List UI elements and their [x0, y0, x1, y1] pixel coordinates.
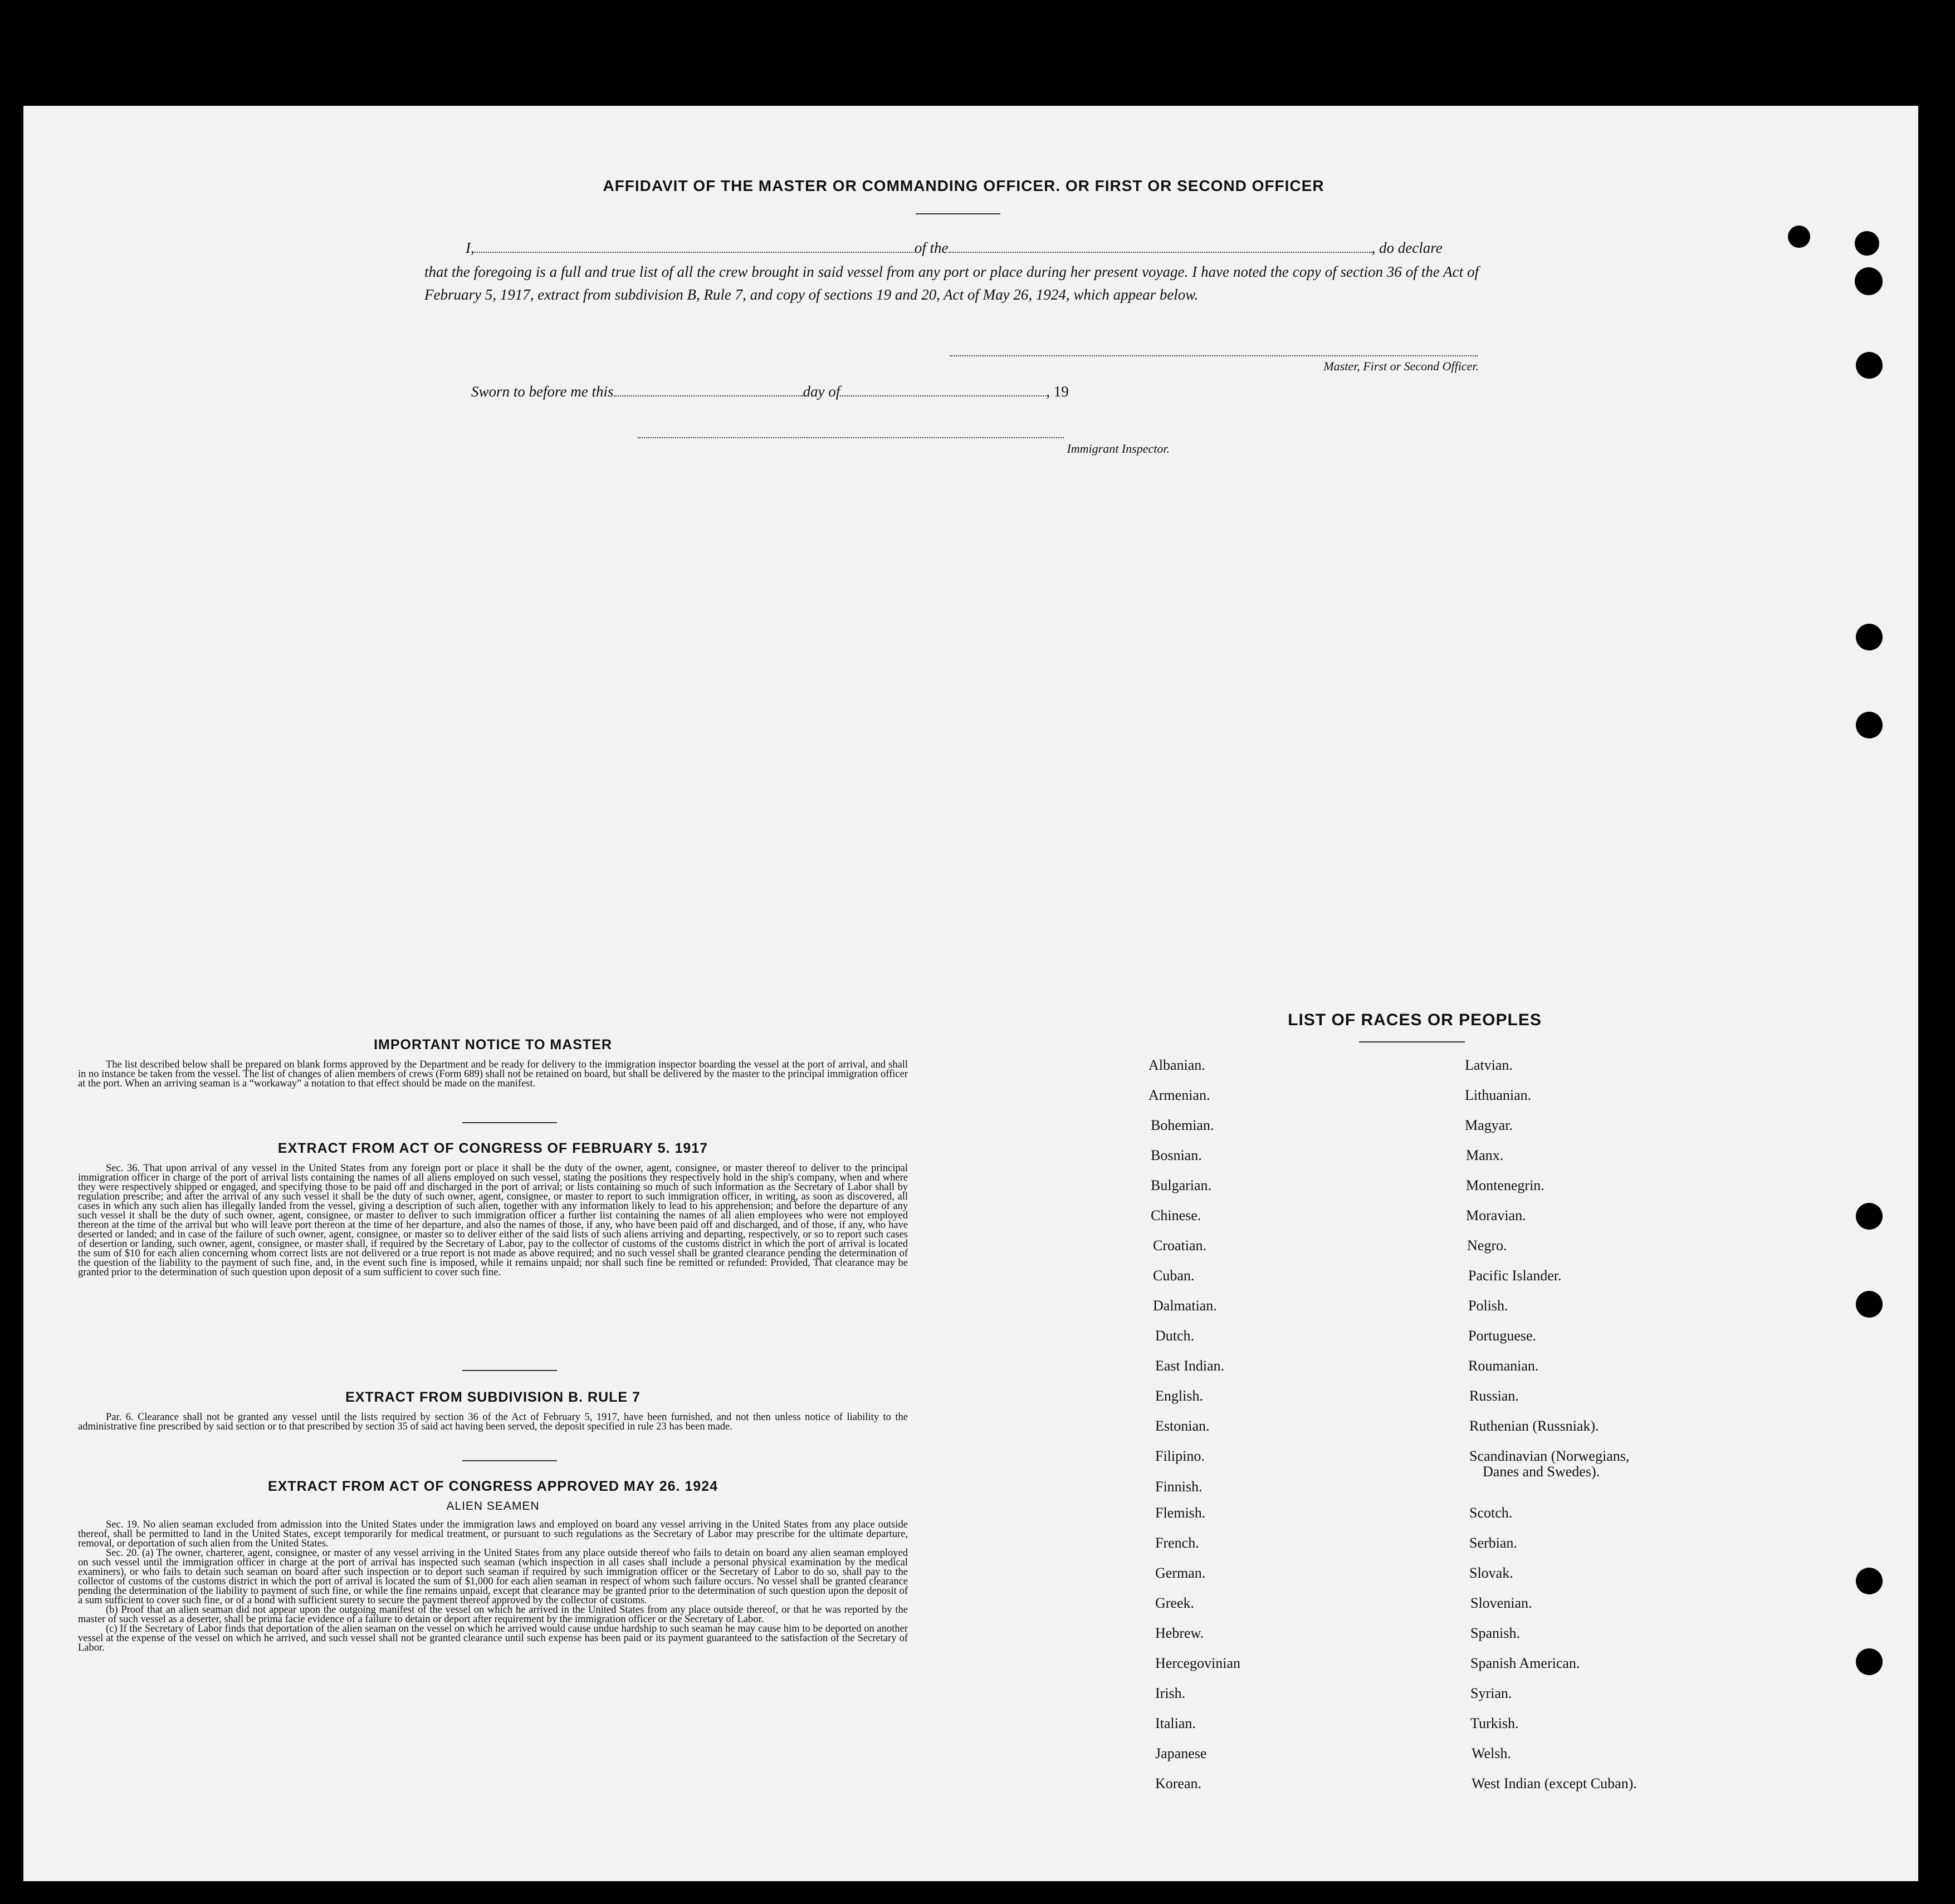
race-item: Finnish.: [1155, 1479, 1203, 1495]
race-item: Cuban.: [1153, 1267, 1195, 1284]
divider: [1359, 1041, 1465, 1042]
year-prefix: , 19: [1046, 383, 1069, 400]
race-item: Scotch.: [1469, 1505, 1513, 1521]
extract-1917-title: EXTRACT FROM ACT OF CONGRESS OF FEBRUARY 5. 1917: [277, 1141, 708, 1156]
divider: [462, 1370, 557, 1371]
race-item: Syrian.: [1470, 1685, 1512, 1701]
master-signature-line[interactable]: [950, 355, 1478, 356]
race-item: Japanese: [1155, 1745, 1207, 1761]
race-item: Estonian.: [1155, 1418, 1210, 1434]
race-item: Serbian.: [1469, 1535, 1517, 1551]
sworn-day-field[interactable]: [614, 395, 803, 397]
sworn-line: [471, 383, 1069, 400]
race-item: Korean.: [1155, 1775, 1202, 1792]
race-item: Greek.: [1155, 1595, 1195, 1611]
race-item: Danes and Swedes).: [1483, 1464, 1600, 1480]
punch-hole: [1856, 1291, 1883, 1318]
race-item: Albanian.: [1148, 1057, 1205, 1073]
race-item: Slovak.: [1469, 1565, 1513, 1581]
punch-hole: [1856, 624, 1883, 650]
race-item: Italian.: [1155, 1715, 1196, 1731]
punch-hole: [1856, 712, 1883, 738]
inspector-label: Immigrant Inspector.: [1067, 442, 1170, 456]
race-item: Portuguese.: [1468, 1328, 1537, 1344]
race-item: Polish.: [1468, 1298, 1508, 1314]
day-of-label: day of: [803, 383, 840, 400]
vessel-name-field[interactable]: [949, 252, 1372, 253]
sec-20b-paragraph: (b) Proof that an alien seaman did not appear upon the outgoing manifest of the vessel on which he arrived in the United States from any place outside thereof, or that he was reported by the master of such vessel as a deserter, shall be prima facie evidence of a failure to detain or deport after requirement by the immigration officer or the Secretary of Labor.: [78, 1604, 908, 1625]
race-item: Hebrew.: [1155, 1625, 1204, 1641]
declaration-text: that the foregoing is a full and true list of all the crew brought in said vessel from any port or place during her present voyage. I have noted the copy of section 36 of the Act of February 5, 1917, extract from subdivision B, Rule 7, and copy of sections 19 and 20, Act of May 26, 1924, which appear below.: [424, 263, 1479, 303]
race-item: Turkish.: [1470, 1715, 1519, 1731]
race-item: Armenian.: [1148, 1087, 1210, 1103]
race-item: Slovenian.: [1470, 1595, 1532, 1611]
of-the-label: of the: [914, 239, 949, 256]
punch-hole: [1856, 1568, 1883, 1594]
race-item: German.: [1155, 1565, 1206, 1581]
punch-hole: [1855, 267, 1883, 295]
race-item: Dutch.: [1155, 1328, 1195, 1344]
race-item: Manx.: [1466, 1147, 1504, 1163]
alien-seamen-subtitle: ALIEN SEAMEN: [446, 1500, 540, 1513]
sec-20a-paragraph: Sec. 20. (a) The owner, charterer, agent, consignee, or master of any vessel arriving in the United States from any place outside thereof who fails to detain on board any alien seaman employed on such vessel until the immigration officer in charge at the port of arrival has inspected such seaman (which inspection in all cases shall include a personal physical examination by the medical examiners), or who fails to detain such seaman on board after such inspection or to deport such seaman if required by such immigration officer or the Secretary of Labor to do so, shall pay to the collector of customs of the customs district in which the port of arrival is located the sum of $1,000 for each alien seaman in respect of whom such failure occurs. No vessel shall be granted clearance pending the determination of the liability to payment of such fine, or while the fine remains unpaid, except that clearance may be granted prior to the determination of such question upon the deposit of a sum sufficient to cover such fine, or of a bond with sufficient surety to secure the payment thereof approved by the collector of customs.: [78, 1548, 908, 1606]
race-item: Bulgarian.: [1151, 1177, 1212, 1193]
divider: [462, 1460, 557, 1461]
i-label: I,: [466, 239, 475, 256]
race-item: West Indian (except Cuban).: [1472, 1775, 1637, 1792]
race-item: Dalmatian.: [1153, 1298, 1217, 1314]
inspector-signature-line[interactable]: [638, 437, 1064, 438]
race-item: Bosnian.: [1151, 1147, 1202, 1163]
race-item: Pacific Islander.: [1468, 1267, 1562, 1284]
divider: [916, 213, 1000, 214]
notice-paragraph: The list described below shall be prepared on blank forms approved by the Department and be ready for delivery to the immigration inspector boarding the vessel at the port of arrival, and shall in no instance be taken from the vessel. The list of changes of alien members of crews (Form 689) shall not be retained on board, but shall be delivered by the master to the principal immigration officer at the port. When an arriving seaman is a “workaway” a notation to that effect should be made on the manifest.: [78, 1059, 908, 1089]
race-item: Montenegrin.: [1466, 1177, 1545, 1193]
race-item: English.: [1155, 1388, 1203, 1404]
race-item: Bohemian.: [1151, 1117, 1214, 1133]
extract-rule7-body: [78, 1413, 908, 1432]
sec-20c-paragraph: (c) If the Secretary of Labor finds that deportation of the alien seaman on the vessel on which he arrived would cause undue hardship to such seaman he may cause him to be deported on another vessel at the expense of the vessel on which he arrived, and such vessel shall not be granted clearance until such expense has been paid or its payment guaranteed to the satisfaction of the Secretary of Labor.: [78, 1623, 908, 1653]
punch-hole: [1788, 226, 1810, 248]
punch-hole: [1856, 1203, 1883, 1230]
race-item: Russian.: [1469, 1388, 1519, 1404]
race-item: Lithuanian.: [1465, 1087, 1532, 1103]
do-declare-label: , do declare: [1371, 239, 1443, 256]
extract-1924-body: [78, 1520, 908, 1653]
notice-title: IMPORTANT NOTICE TO MASTER: [374, 1037, 612, 1053]
extract-rule7-title: EXTRACT FROM SUBDIVISION B. RULE 7: [345, 1389, 641, 1405]
race-item: Chinese.: [1151, 1207, 1201, 1223]
sec-36-paragraph: Sec. 36. That upon arrival of any vessel in the United States from any foreign port or place it shall be the duty of the owner, agent, consignee, or master thereof to deliver to the principal immigration officer in charge of the port of arrival lists containing the names of all aliens employed on such vessel, stating the positions they respectively hold in the ship's company, when and where they were respectively shipped or engaged, and specifying those to be paid off and discharged in the port of arrival; or lists containing so much of such information as the Secretary of Labor shall by regulation prescribe; and after the arrival of any such vessel it shall be the duty of such owner, agent, consignee, or master to report to such immigration officer, in writing, as soon as discovered, all cases in which any such alien has illegally landed from the vessel, giving a description of such alien, together with any information likely to lead to his apprehension; and before the departure of any such vessel it shall be the duty of such owner, agent, consignee, or master to deliver to such immigration officer a further list containing the names of all alien employees who were not employed thereon at the time of the arrival but who will leave port thereon at the time of her departure, and also the names of those, if any, who have been paid off and discharged, and of those, if any, who have deserted or landed; and in case of the failure of such owner, agent, consignee, or master so to deliver either of the said lists of such aliens arriving and departing, respectively, or so to report such cases of desertion or landing, such owner, agent, consignee, or master shall, if required by the Secretary of Labor, pay to the collector of customs of the customs district in which the port of arrival is located the sum of $10 for each alien concerning whom correct lists are not delivered or a true report is not made as above required; and no such vessel shall be granted clearance pending the determination of the question of the liability to the payment of such fine, and, in the event such fine is imposed, while it remains unpaid; nor shall such fine be remitted or refunded: Provided, That clearance may be granted prior to the determination of such question upon deposit of a sum sufficient to cover such fine.: [78, 1163, 908, 1278]
punch-hole: [1855, 231, 1879, 256]
punch-hole: [1856, 1648, 1883, 1675]
sworn-month-field[interactable]: [840, 395, 1046, 397]
race-item: Flemish.: [1155, 1505, 1206, 1521]
race-item: Filipino.: [1155, 1448, 1205, 1464]
declarant-line: [466, 239, 1479, 257]
races-title: LIST OF RACES OR PEOPLES: [1288, 1011, 1542, 1029]
race-item: Roumanian.: [1468, 1358, 1539, 1374]
race-item: Magyar.: [1465, 1117, 1513, 1133]
race-item: Croatian.: [1153, 1237, 1207, 1254]
race-item: Negro.: [1467, 1237, 1507, 1254]
extract-1924-title: EXTRACT FROM ACT OF CONGRESS APPROVED MAY 26. 1924: [267, 1479, 719, 1494]
punch-hole: [1856, 352, 1883, 379]
extract-1917-body: [78, 1164, 908, 1278]
affidavit-title: AFFIDAVIT OF THE MASTER OR COMMANDING OFFICER. OR FIRST OR SECOND OFFICER: [603, 177, 1324, 194]
sworn-label: Sworn to before me this: [471, 383, 614, 400]
race-item: Scandinavian (Norwegians,: [1469, 1448, 1630, 1464]
sec-19-paragraph: Sec. 19. No alien seaman excluded from admission into the United States under the immigration laws and employed on board any vessel arriving in the United States from any place outside thereof, shall be permitted to land in the United States, except temporarily for medical treatment, or pursuant to such regulations as the Secretary of Labor may prescribe for the ultimate departure, removal, or deportation of such alien from the United States.: [78, 1519, 908, 1549]
race-item: Irish.: [1155, 1685, 1186, 1701]
declarant-name-field[interactable]: [475, 252, 915, 253]
divider: [462, 1122, 557, 1123]
race-item: Spanish American.: [1470, 1655, 1580, 1671]
race-item: Moravian.: [1466, 1207, 1526, 1223]
race-item: Latvian.: [1465, 1057, 1513, 1073]
race-item: French.: [1155, 1535, 1199, 1551]
race-item: Hercegovinian: [1155, 1655, 1241, 1671]
race-item: Welsh.: [1472, 1745, 1511, 1761]
notice-body: [78, 1060, 908, 1089]
race-item: Spanish.: [1470, 1625, 1520, 1641]
master-signature-label: Master, First or Second Officer.: [1323, 359, 1479, 373]
race-item: Ruthenian (Russniak).: [1469, 1418, 1599, 1434]
par-6-paragraph: Par. 6. Clearance shall not be granted any vessel until the lists required by section 36 of the Act of February 5, 1917, have been furnished, and not then unless notice of liability to the administrative fine prescribed by said section or to that prescribed by section 35 of said act having been served, the deposit specified in rule 23 has been made.: [78, 1412, 908, 1432]
race-item: East Indian.: [1155, 1358, 1225, 1374]
